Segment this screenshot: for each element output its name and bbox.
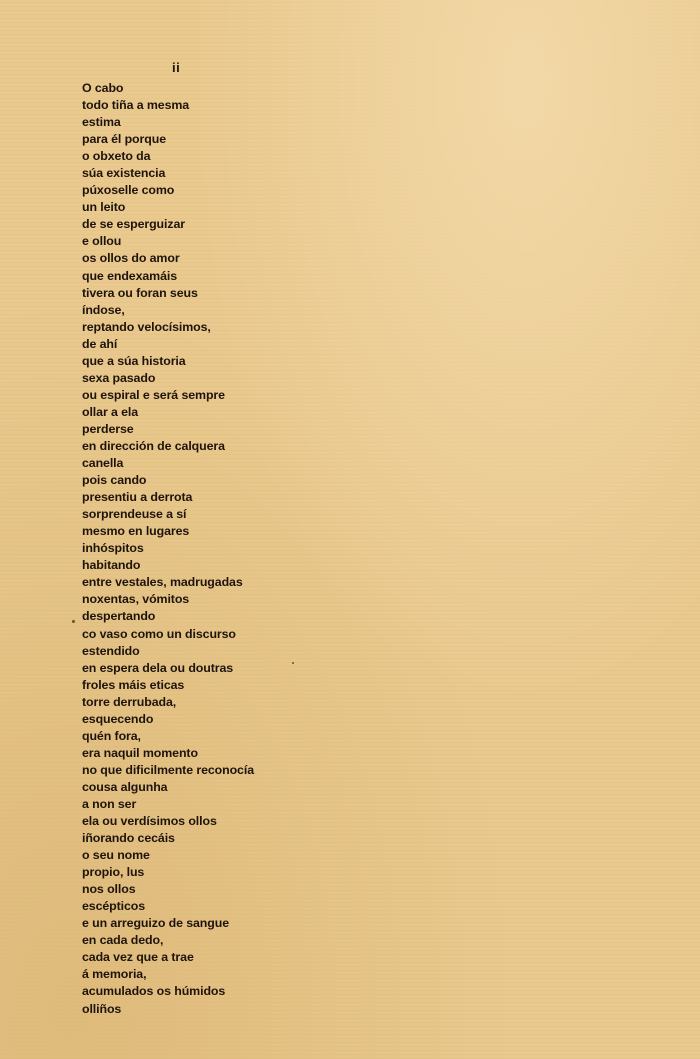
poem-line: de se esperguizar [82, 217, 185, 232]
poem-line: o obxeto da [82, 149, 151, 164]
poem-line: reptando velocísimos, [82, 319, 211, 334]
poem-line: quén fora, [82, 728, 141, 743]
poem-line: ollar a ela [82, 404, 139, 419]
poem-line: todo tiña a mesma [82, 98, 190, 113]
poem-line: no que dificilmente reconocía [82, 762, 254, 777]
poem-line: cousa algunha [82, 779, 168, 794]
poem-line: mesmo en lugares [82, 524, 190, 539]
poem-line: ou espiral e será sempre [82, 387, 225, 402]
poem-line: canella [82, 456, 124, 471]
poem-line: estendido [82, 643, 140, 658]
poem-line: de ahí [82, 336, 118, 351]
poem-line: en espera dela ou doutras [82, 660, 234, 675]
poem-line: torre derrubada, [82, 694, 177, 709]
poem-line: sorprendeuse a sí [82, 507, 187, 522]
poem-line: nos ollos [82, 882, 136, 897]
poem-line: a non ser [82, 796, 137, 811]
poem-line: era naquil momento [82, 745, 198, 760]
poem-line: estima [82, 115, 121, 130]
poem-line: escépticos [82, 899, 146, 914]
poem-line: o seu nome [82, 848, 150, 863]
poem-line: noxentas, vómitos [82, 592, 190, 607]
poem-line: perderse [82, 421, 134, 436]
paper-speck [292, 662, 294, 664]
poem-line: ela ou verdísimos ollos [82, 814, 217, 829]
poem-line: á memoria, [82, 967, 147, 982]
page-number: ii [172, 60, 181, 75]
poem-line: habitando [82, 558, 141, 573]
poem-line: un leito [82, 200, 126, 215]
poem-line: índose, [82, 302, 125, 317]
poem-line: O cabo [82, 81, 124, 95]
poem-line: esquecendo [82, 711, 154, 726]
poem-line: acumulados os húmidos [82, 984, 226, 999]
poem-line: que endexamáis [82, 268, 178, 283]
poem-line: propio, lus [82, 865, 145, 880]
poem-line: súa existencia [82, 166, 166, 181]
poem-line: que a súa historia [82, 353, 186, 368]
poem [82, 80, 254, 1018]
poem-line: iñorando cecáis [82, 831, 175, 846]
poem-line: co vaso como un discurso [82, 626, 236, 641]
poem-line: os ollos do amor [82, 251, 180, 266]
poem-line: sexa pasado [82, 370, 156, 385]
poem-line: en dirección de calquera [82, 438, 225, 453]
poem-line: froles máis eticas [82, 677, 185, 692]
poem-line: e ollou [82, 234, 122, 249]
poem-line: pois cando [82, 473, 147, 488]
poem-line: para él porque [82, 132, 166, 147]
poem-line: púxoselle como [82, 183, 175, 198]
poem-line: en cada dedo, [82, 933, 164, 948]
poem-line: tivera ou foran seus [82, 285, 198, 300]
poem-line: cada vez que a trae [82, 950, 194, 965]
poem-line: olliños [82, 1001, 122, 1016]
paper-speck [72, 620, 75, 623]
poem-line: presentiu a derrota [82, 490, 193, 505]
poem-line: entre vestales, madrugadas [82, 575, 243, 590]
poem-line: despertando [82, 609, 156, 624]
poem-line: inhóspitos [82, 541, 144, 556]
poem-line: e un arreguizo de sangue [82, 916, 230, 931]
